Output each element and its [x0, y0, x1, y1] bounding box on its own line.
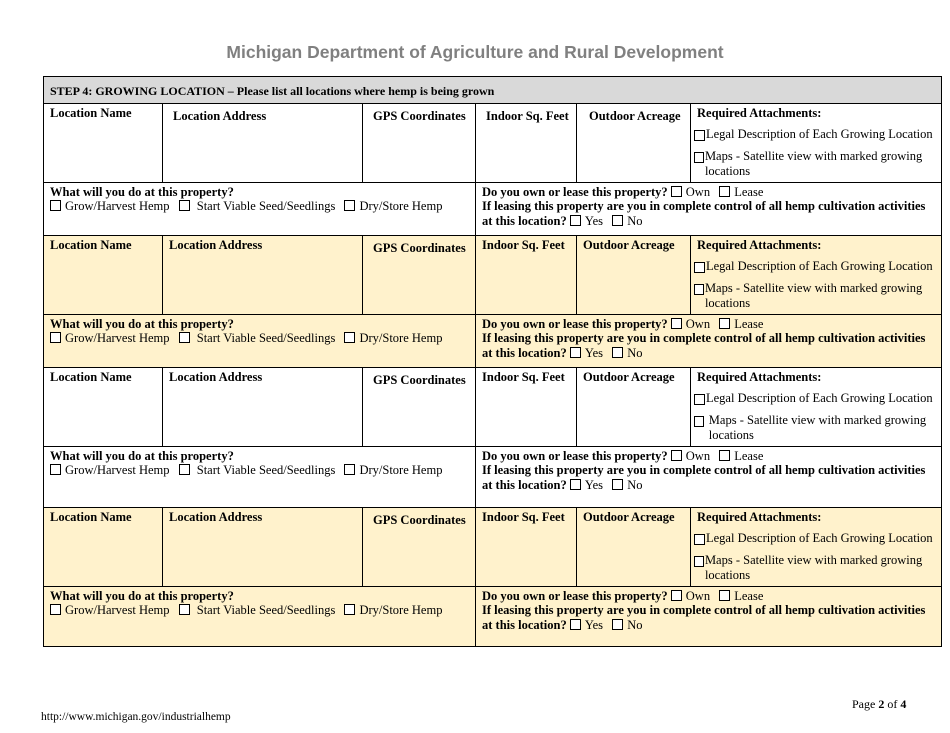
- no-option[interactable]: [612, 478, 642, 492]
- required-attachments-cell: [691, 104, 941, 182]
- dry-store-option[interactable]: [344, 331, 442, 345]
- usage-options: [50, 331, 469, 345]
- dry-store-checkbox[interactable]: [344, 200, 355, 211]
- grow-harvest-checkbox[interactable]: [50, 200, 61, 211]
- attachment-maps-item: [694, 281, 939, 311]
- required-attachments-label: Required Attachments:: [697, 370, 822, 384]
- start-seed-checkbox[interactable]: [179, 604, 190, 615]
- dry-store-checkbox[interactable]: [344, 464, 355, 475]
- lease-label: Lease: [734, 185, 764, 199]
- usage-question-label: What will you do at this property?: [50, 449, 234, 463]
- no-label: No: [627, 213, 643, 228]
- own-lease-question: Do you own or lease this property?: [482, 185, 668, 199]
- no-label: No: [627, 477, 643, 492]
- dry-store-label: Dry/Store Hemp: [359, 331, 443, 346]
- indoor-sq-feet-field[interactable]: Indoor Sq. Feet: [476, 104, 577, 182]
- location-name-field[interactable]: Location Name: [44, 236, 163, 314]
- attachment-legal-checkbox[interactable]: [694, 262, 705, 273]
- location-question-row: [44, 183, 941, 236]
- no-label: No: [627, 617, 643, 632]
- attachment-maps-item: [694, 413, 939, 443]
- location-header-row: [44, 236, 941, 315]
- own-lease-question: Do you own or lease this property?: [482, 317, 668, 331]
- lease-label: Lease: [734, 589, 764, 603]
- no-label: No: [627, 345, 643, 360]
- gps-coordinates-field[interactable]: GPS Coordinates: [363, 508, 476, 586]
- yes-checkbox[interactable]: [570, 347, 581, 358]
- no-checkbox[interactable]: [612, 479, 623, 490]
- indoor-sq-feet-field[interactable]: Indoor Sq. Feet: [476, 508, 577, 586]
- page-title: Michigan Department of Agriculture and Rural Development: [226, 42, 724, 62]
- lease-option[interactable]: [719, 589, 763, 603]
- attachment-legal-checkbox[interactable]: [694, 394, 705, 405]
- yes-option[interactable]: [570, 478, 603, 492]
- dry-store-checkbox[interactable]: [344, 604, 355, 615]
- ownership-question-cell: [476, 315, 941, 367]
- attachment-maps-item: [694, 149, 939, 179]
- location-question-row: [44, 447, 941, 508]
- usage-question-cell: [44, 315, 476, 367]
- dry-store-label: Dry/Store Hemp: [359, 463, 443, 478]
- location-question-row: [44, 587, 941, 646]
- outdoor-acreage-field[interactable]: Outdoor Acreage: [577, 508, 691, 586]
- location-header-row: [44, 104, 941, 183]
- start-seed-label: Start Viable Seed/Seedlings: [196, 199, 336, 214]
- lease-control-question: If leasing this property are you in complete control of all hemp cultivation activities at this location?: [482, 463, 926, 492]
- location-address-field[interactable]: Location Address: [163, 236, 363, 314]
- ownership-question-cell: [476, 447, 941, 507]
- no-checkbox[interactable]: [612, 215, 623, 226]
- own-lease-question: Do you own or lease this property?: [482, 589, 668, 603]
- yes-label: Yes: [584, 213, 604, 228]
- gps-coordinates-field[interactable]: GPS Coordinates: [363, 104, 476, 182]
- attachment-legal-item: [694, 531, 939, 546]
- start-seed-label: Start Viable Seed/Seedlings: [196, 331, 336, 346]
- no-checkbox[interactable]: [612, 619, 623, 630]
- attachment-maps-checkbox[interactable]: [694, 152, 704, 163]
- attachment-legal-label: Legal Description of Each Growing Location: [706, 391, 933, 406]
- attachment-legal-checkbox[interactable]: [694, 130, 705, 141]
- dry-store-option[interactable]: [344, 463, 442, 477]
- gps-coordinates-field[interactable]: GPS Coordinates: [363, 368, 476, 446]
- location-block: [44, 236, 941, 368]
- own-lease-question: Do you own or lease this property?: [482, 449, 668, 463]
- start-seed-checkbox[interactable]: [179, 332, 190, 343]
- location-address-field[interactable]: Location Address: [163, 104, 363, 182]
- attachment-maps-label: Maps - Satellite view with marked growing locations: [704, 149, 923, 178]
- lease-control-question: If leasing this property are you in complete control of all hemp cultivation activities at this location?: [482, 199, 926, 228]
- grow-harvest-option[interactable]: [50, 199, 170, 213]
- location-address-field[interactable]: Location Address: [163, 368, 363, 446]
- attachment-maps-label: Maps - Satellite view with marked growing locations: [704, 281, 923, 310]
- own-option[interactable]: [671, 185, 710, 199]
- location-question-row: [44, 315, 941, 368]
- dry-store-option[interactable]: [344, 603, 442, 617]
- attachment-legal-label: Legal Description of Each Growing Location: [706, 127, 933, 142]
- own-checkbox[interactable]: [671, 318, 682, 329]
- own-option[interactable]: [671, 449, 710, 463]
- outdoor-acreage-field[interactable]: Outdoor Acreage: [577, 104, 691, 182]
- outdoor-acreage-field[interactable]: Outdoor Acreage: [577, 368, 691, 446]
- lease-option[interactable]: [719, 449, 763, 463]
- required-attachments-cell: [691, 508, 941, 586]
- location-name-field[interactable]: Location Name: [44, 368, 163, 446]
- dry-store-option[interactable]: [344, 199, 442, 213]
- own-checkbox[interactable]: [671, 450, 682, 461]
- own-checkbox[interactable]: [671, 590, 682, 601]
- required-attachments-label: Required Attachments:: [697, 238, 822, 252]
- attachment-maps-checkbox[interactable]: [694, 284, 704, 295]
- grow-harvest-label: Grow/Harvest Hemp: [65, 331, 170, 346]
- yes-option[interactable]: [570, 618, 603, 632]
- yes-label: Yes: [584, 345, 604, 360]
- lease-control-question: If leasing this property are you in complete control of all hemp cultivation activities at this location?: [482, 331, 926, 360]
- attachment-maps-checkbox[interactable]: [694, 556, 704, 567]
- attachment-maps-item: [694, 553, 939, 583]
- own-option[interactable]: [671, 589, 710, 603]
- grow-harvest-checkbox[interactable]: [50, 464, 61, 475]
- start-seed-checkbox[interactable]: [179, 200, 190, 211]
- location-address-field[interactable]: Location Address: [163, 508, 363, 586]
- own-label: Own: [685, 317, 711, 331]
- location-name-field[interactable]: Location Name: [44, 104, 163, 182]
- attachment-legal-checkbox[interactable]: [694, 534, 705, 545]
- lease-checkbox[interactable]: [719, 318, 730, 329]
- no-option[interactable]: [612, 346, 642, 360]
- usage-options: [50, 603, 469, 617]
- usage-question-label: What will you do at this property?: [50, 185, 234, 199]
- lease-checkbox[interactable]: [719, 590, 730, 601]
- usage-options: [50, 463, 469, 477]
- start-seed-checkbox[interactable]: [179, 464, 190, 475]
- required-attachments-label: Required Attachments:: [697, 510, 822, 524]
- dry-store-checkbox[interactable]: [344, 332, 355, 343]
- lease-checkbox[interactable]: [719, 186, 730, 197]
- own-label: Own: [685, 449, 711, 463]
- section-heading: STEP 4: GROWING LOCATION – Please list all locations where hemp is being grown: [44, 77, 941, 104]
- lease-label: Lease: [734, 317, 764, 331]
- indoor-sq-feet-field[interactable]: Indoor Sq. Feet: [476, 368, 577, 446]
- outdoor-acreage-field[interactable]: Outdoor Acreage: [577, 236, 691, 314]
- location-block: [44, 368, 941, 508]
- page-word: Page: [852, 697, 876, 711]
- no-option[interactable]: [612, 214, 642, 228]
- yes-checkbox[interactable]: [570, 619, 581, 630]
- lease-option[interactable]: [719, 317, 763, 331]
- attachment-legal-label: Legal Description of Each Growing Location: [706, 531, 933, 546]
- grow-harvest-checkbox[interactable]: [50, 604, 61, 615]
- start-seed-option[interactable]: [179, 463, 336, 477]
- page-current: 2: [878, 697, 885, 711]
- location-block: [44, 508, 941, 646]
- lease-checkbox[interactable]: [719, 450, 730, 461]
- start-seed-label: Start Viable Seed/Seedlings: [196, 463, 336, 478]
- gps-coordinates-field[interactable]: GPS Coordinates: [363, 236, 476, 314]
- attachment-maps-label: Maps - Satellite view with marked growing locations: [704, 553, 923, 582]
- dry-store-label: Dry/Store Hemp: [359, 603, 443, 618]
- yes-label: Yes: [584, 617, 604, 632]
- required-attachments-cell: [691, 368, 941, 446]
- required-attachments-cell: [691, 236, 941, 314]
- grow-harvest-label: Grow/Harvest Hemp: [65, 603, 170, 618]
- yes-option[interactable]: [570, 346, 603, 360]
- grow-harvest-label: Grow/Harvest Hemp: [65, 463, 170, 478]
- start-seed-label: Start Viable Seed/Seedlings: [196, 603, 336, 618]
- ownership-question-cell: [476, 587, 941, 646]
- dry-store-label: Dry/Store Hemp: [359, 199, 443, 214]
- start-seed-option[interactable]: [179, 199, 336, 213]
- location-block: [44, 104, 941, 236]
- attachment-maps-checkbox[interactable]: [694, 416, 704, 427]
- footer-url-link[interactable]: http://www.michigan.gov/industrialhemp: [41, 711, 231, 723]
- grow-harvest-option[interactable]: [50, 603, 170, 617]
- attachment-legal-label: Legal Description of Each Growing Location: [706, 259, 933, 274]
- required-attachments-label: Required Attachments:: [697, 106, 822, 120]
- usage-question-cell: [44, 183, 476, 235]
- own-option[interactable]: [671, 317, 710, 331]
- yes-option[interactable]: [570, 214, 603, 228]
- own-label: Own: [685, 589, 711, 603]
- no-checkbox[interactable]: [612, 347, 623, 358]
- location-name-field[interactable]: Location Name: [44, 508, 163, 586]
- lease-control-question: If leasing this property are you in complete control of all hemp cultivation activities at this location?: [482, 603, 926, 632]
- yes-checkbox[interactable]: [570, 479, 581, 490]
- attachment-legal-item: [694, 127, 939, 142]
- own-label: Own: [685, 185, 711, 199]
- usage-question-cell: [44, 587, 476, 646]
- ownership-question-cell: [476, 183, 941, 235]
- usage-question-label: What will you do at this property?: [50, 589, 234, 603]
- no-option[interactable]: [612, 618, 642, 632]
- lease-label: Lease: [734, 449, 764, 463]
- location-header-row: [44, 508, 941, 587]
- page-number: [852, 697, 906, 712]
- own-checkbox[interactable]: [671, 186, 682, 197]
- usage-options: [50, 199, 469, 213]
- page-total: 4: [900, 697, 907, 711]
- usage-question-cell: [44, 447, 476, 507]
- growing-location-table: [43, 76, 942, 647]
- start-seed-option[interactable]: [179, 331, 336, 345]
- yes-checkbox[interactable]: [570, 215, 581, 226]
- lease-option[interactable]: [719, 185, 763, 199]
- grow-harvest-checkbox[interactable]: [50, 332, 61, 343]
- location-header-row: [44, 368, 941, 447]
- page-of: of: [887, 697, 898, 711]
- attachment-legal-item: [694, 259, 939, 274]
- usage-question-label: What will you do at this property?: [50, 317, 234, 331]
- yes-label: Yes: [584, 477, 604, 492]
- attachment-maps-label: Maps - Satellite view with marked growing locations: [708, 413, 927, 442]
- attachment-legal-item: [694, 391, 939, 406]
- start-seed-option[interactable]: [179, 603, 336, 617]
- grow-harvest-option[interactable]: [50, 463, 170, 477]
- grow-harvest-option[interactable]: [50, 331, 170, 345]
- indoor-sq-feet-field[interactable]: Indoor Sq. Feet: [476, 236, 577, 314]
- grow-harvest-label: Grow/Harvest Hemp: [65, 199, 170, 214]
